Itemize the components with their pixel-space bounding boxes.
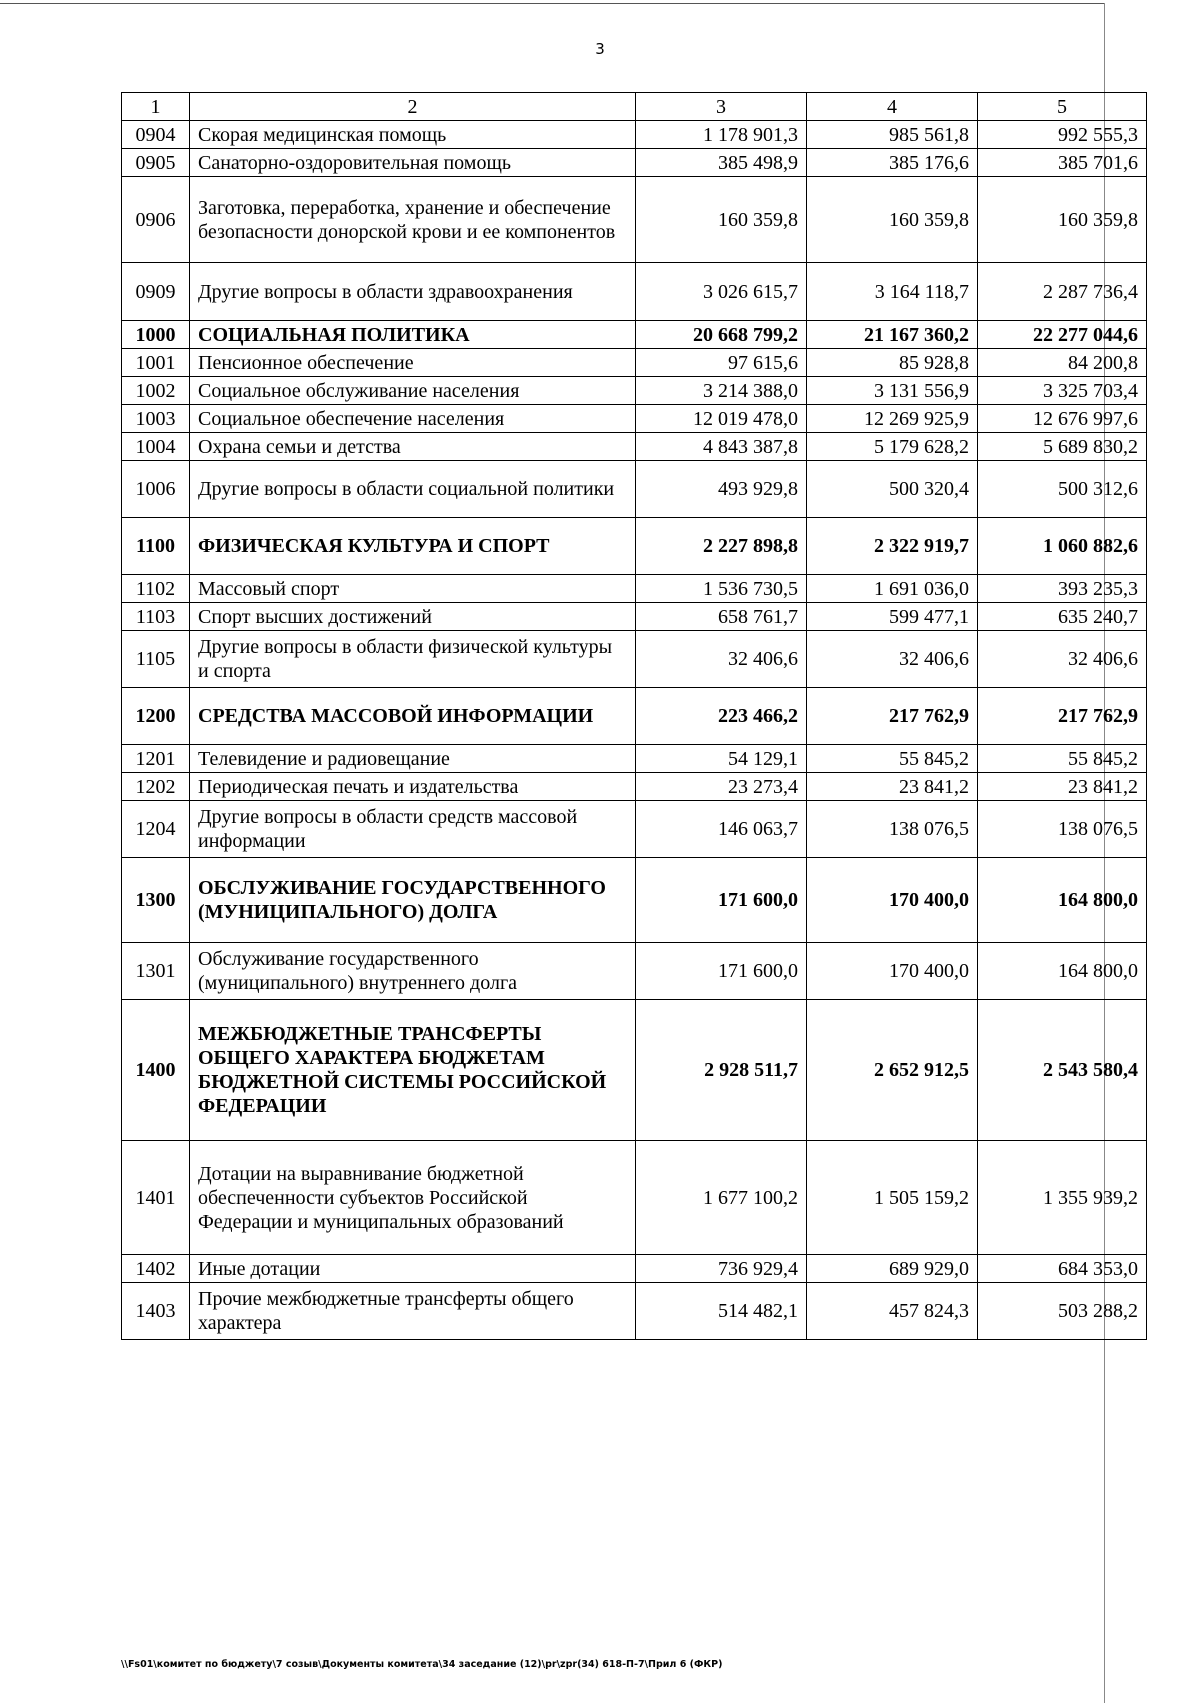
row-code: 1102 xyxy=(122,575,190,603)
row-value-4: 160 359,8 xyxy=(807,177,978,263)
table-row xyxy=(122,461,1147,518)
row-value-4: 170 400,0 xyxy=(807,858,978,943)
row-value-4: 2 652 912,5 xyxy=(807,1000,978,1141)
row-value-3: 54 129,1 xyxy=(636,745,807,773)
row-value-3: 1 677 100,2 xyxy=(636,1141,807,1255)
row-code: 1002 xyxy=(122,377,190,405)
row-value-4: 3 131 556,9 xyxy=(807,377,978,405)
row-value-5: 160 359,8 xyxy=(978,177,1147,263)
row-value-3: 97 615,6 xyxy=(636,349,807,377)
row-value-3: 146 063,7 xyxy=(636,801,807,858)
table-row xyxy=(122,405,1147,433)
row-name: Дотации на выравнивание бюджетной обеспеченности субъектов Российской Федерации и муниципальных образований xyxy=(190,1141,636,1255)
row-name: Массовый спорт xyxy=(190,575,636,603)
table-row xyxy=(122,1283,1147,1340)
table-row-section xyxy=(122,858,1147,943)
table-header-row xyxy=(122,93,1147,121)
table-row-section xyxy=(122,321,1147,349)
row-value-3: 32 406,6 xyxy=(636,631,807,688)
row-value-4: 32 406,6 xyxy=(807,631,978,688)
row-name: Прочие межбюджетные трансферты общего характера xyxy=(190,1283,636,1340)
row-value-5: 138 076,5 xyxy=(978,801,1147,858)
row-value-5: 684 353,0 xyxy=(978,1255,1147,1283)
budget-table xyxy=(121,92,1147,1340)
row-name: Другие вопросы в области социальной политики xyxy=(190,461,636,518)
row-value-3: 20 668 799,2 xyxy=(636,321,807,349)
row-value-4: 599 477,1 xyxy=(807,603,978,631)
row-value-3: 171 600,0 xyxy=(636,858,807,943)
row-value-4: 689 929,0 xyxy=(807,1255,978,1283)
row-value-5: 992 555,3 xyxy=(978,121,1147,149)
row-value-4: 23 841,2 xyxy=(807,773,978,801)
row-value-5: 2 543 580,4 xyxy=(978,1000,1147,1141)
table-row xyxy=(122,631,1147,688)
row-value-4: 138 076,5 xyxy=(807,801,978,858)
page-number: 3 xyxy=(595,40,605,58)
row-name: Телевидение и радиовещание xyxy=(190,745,636,773)
table-row xyxy=(122,1255,1147,1283)
row-name: Другие вопросы в области здравоохранения xyxy=(190,263,636,321)
row-value-3: 160 359,8 xyxy=(636,177,807,263)
row-code: 1301 xyxy=(122,943,190,1000)
row-value-4: 1 691 036,0 xyxy=(807,575,978,603)
row-name: СРЕДСТВА МАССОВОЙ ИНФОРМАЦИИ xyxy=(190,688,636,745)
header-col-5: 5 xyxy=(978,93,1147,121)
row-value-3: 514 482,1 xyxy=(636,1283,807,1340)
row-value-4: 217 762,9 xyxy=(807,688,978,745)
table-row xyxy=(122,433,1147,461)
row-value-3: 2 227 898,8 xyxy=(636,518,807,575)
header-col-2: 2 xyxy=(190,93,636,121)
row-value-3: 12 019 478,0 xyxy=(636,405,807,433)
row-name: Обслуживание государственного (муниципального) внутреннего долга xyxy=(190,943,636,1000)
table-row-section xyxy=(122,518,1147,575)
row-value-5: 164 800,0 xyxy=(978,943,1147,1000)
row-value-4: 2 322 919,7 xyxy=(807,518,978,575)
row-value-5: 500 312,6 xyxy=(978,461,1147,518)
row-value-5: 164 800,0 xyxy=(978,858,1147,943)
row-name: Спорт высших достижений xyxy=(190,603,636,631)
row-code: 1401 xyxy=(122,1141,190,1255)
table-row xyxy=(122,1141,1147,1255)
row-value-3: 658 761,7 xyxy=(636,603,807,631)
row-value-3: 223 466,2 xyxy=(636,688,807,745)
header-col-1: 1 xyxy=(122,93,190,121)
row-value-3: 1 536 730,5 xyxy=(636,575,807,603)
row-value-5: 32 406,6 xyxy=(978,631,1147,688)
row-name: ОБСЛУЖИВАНИЕ ГОСУДАРСТВЕННОГО (МУНИЦИПАЛЬНОГО) ДОЛГА xyxy=(190,858,636,943)
header-col-3: 3 xyxy=(636,93,807,121)
row-value-4: 385 176,6 xyxy=(807,149,978,177)
table-row xyxy=(122,177,1147,263)
row-name: МЕЖБЮДЖЕТНЫЕ ТРАНСФЕРТЫ ОБЩЕГО ХАРАКТЕРА БЮДЖЕТАМ БЮДЖЕТНОЙ СИСТЕМЫ РОССИЙСКОЙ ФЕДЕРАЦИИ xyxy=(190,1000,636,1141)
row-value-5: 22 277 044,6 xyxy=(978,321,1147,349)
row-value-4: 457 824,3 xyxy=(807,1283,978,1340)
row-name: Иные дотации xyxy=(190,1255,636,1283)
row-name: Охрана семьи и детства xyxy=(190,433,636,461)
row-code: 0909 xyxy=(122,263,190,321)
row-value-3: 2 928 511,7 xyxy=(636,1000,807,1141)
table-row xyxy=(122,263,1147,321)
row-name: Скорая медицинская помощь xyxy=(190,121,636,149)
row-name: Периодическая печать и издательства xyxy=(190,773,636,801)
row-code: 1004 xyxy=(122,433,190,461)
table-row-section xyxy=(122,688,1147,745)
row-value-4: 21 167 360,2 xyxy=(807,321,978,349)
table-row xyxy=(122,575,1147,603)
row-code: 1200 xyxy=(122,688,190,745)
row-code: 0904 xyxy=(122,121,190,149)
row-value-3: 4 843 387,8 xyxy=(636,433,807,461)
row-value-3: 1 178 901,3 xyxy=(636,121,807,149)
table-row xyxy=(122,943,1147,1000)
row-value-5: 55 845,2 xyxy=(978,745,1147,773)
row-code: 1000 xyxy=(122,321,190,349)
row-value-5: 1 355 939,2 xyxy=(978,1141,1147,1255)
row-value-3: 385 498,9 xyxy=(636,149,807,177)
table-row xyxy=(122,121,1147,149)
header-col-4: 4 xyxy=(807,93,978,121)
row-value-5: 84 200,8 xyxy=(978,349,1147,377)
row-code: 0905 xyxy=(122,149,190,177)
row-value-4: 500 320,4 xyxy=(807,461,978,518)
row-code: 1300 xyxy=(122,858,190,943)
row-value-5: 5 689 830,2 xyxy=(978,433,1147,461)
row-value-4: 3 164 118,7 xyxy=(807,263,978,321)
row-name: Социальное обслуживание населения xyxy=(190,377,636,405)
row-code: 1400 xyxy=(122,1000,190,1141)
row-name: Другие вопросы в области средств массовой информации xyxy=(190,801,636,858)
row-value-4: 12 269 925,9 xyxy=(807,405,978,433)
row-value-5: 12 676 997,6 xyxy=(978,405,1147,433)
row-value-4: 985 561,8 xyxy=(807,121,978,149)
table-row xyxy=(122,149,1147,177)
table-row xyxy=(122,745,1147,773)
row-value-4: 1 505 159,2 xyxy=(807,1141,978,1255)
row-value-4: 170 400,0 xyxy=(807,943,978,1000)
row-value-3: 3 214 388,0 xyxy=(636,377,807,405)
row-value-3: 3 026 615,7 xyxy=(636,263,807,321)
page-top-rule xyxy=(0,3,1105,4)
table-row xyxy=(122,773,1147,801)
row-value-4: 55 845,2 xyxy=(807,745,978,773)
row-code: 1100 xyxy=(122,518,190,575)
row-name: Заготовка, переработка, хранение и обеспечение безопасности донорской крови и ее компонентов xyxy=(190,177,636,263)
row-value-3: 736 929,4 xyxy=(636,1255,807,1283)
row-code: 1403 xyxy=(122,1283,190,1340)
row-value-5: 2 287 736,4 xyxy=(978,263,1147,321)
row-name: ФИЗИЧЕСКАЯ КУЛЬТУРА И СПОРТ xyxy=(190,518,636,575)
table-row xyxy=(122,603,1147,631)
row-value-5: 23 841,2 xyxy=(978,773,1147,801)
row-value-3: 23 273,4 xyxy=(636,773,807,801)
row-name: Пенсионное обеспечение xyxy=(190,349,636,377)
row-code: 1402 xyxy=(122,1255,190,1283)
table-row xyxy=(122,377,1147,405)
table-row xyxy=(122,349,1147,377)
row-name: Социальное обеспечение населения xyxy=(190,405,636,433)
row-code: 1201 xyxy=(122,745,190,773)
row-code: 1006 xyxy=(122,461,190,518)
row-name: СОЦИАЛЬНАЯ ПОЛИТИКА xyxy=(190,321,636,349)
row-value-5: 385 701,6 xyxy=(978,149,1147,177)
row-code: 1202 xyxy=(122,773,190,801)
row-value-5: 1 060 882,6 xyxy=(978,518,1147,575)
footer-file-path: \\Fs01\комитет по бюджету\7 созыв\Документы комитета\34 заседание (12)\pr\zpr(34) 618-П-7\Прил 6 (ФКР) xyxy=(121,1659,723,1670)
row-value-5: 635 240,7 xyxy=(978,603,1147,631)
row-code: 1204 xyxy=(122,801,190,858)
row-code: 0906 xyxy=(122,177,190,263)
row-value-4: 5 179 628,2 xyxy=(807,433,978,461)
row-name: Другие вопросы в области физической культуры и спорта xyxy=(190,631,636,688)
table-row-section xyxy=(122,1000,1147,1141)
row-code: 1001 xyxy=(122,349,190,377)
row-value-5: 217 762,9 xyxy=(978,688,1147,745)
row-value-5: 393 235,3 xyxy=(978,575,1147,603)
row-value-4: 85 928,8 xyxy=(807,349,978,377)
row-code: 1105 xyxy=(122,631,190,688)
row-value-5: 3 325 703,4 xyxy=(978,377,1147,405)
row-code: 1103 xyxy=(122,603,190,631)
row-value-3: 171 600,0 xyxy=(636,943,807,1000)
row-code: 1003 xyxy=(122,405,190,433)
table-row xyxy=(122,801,1147,858)
row-value-3: 493 929,8 xyxy=(636,461,807,518)
row-value-5: 503 288,2 xyxy=(978,1283,1147,1340)
row-name: Санаторно-оздоровительная помощь xyxy=(190,149,636,177)
